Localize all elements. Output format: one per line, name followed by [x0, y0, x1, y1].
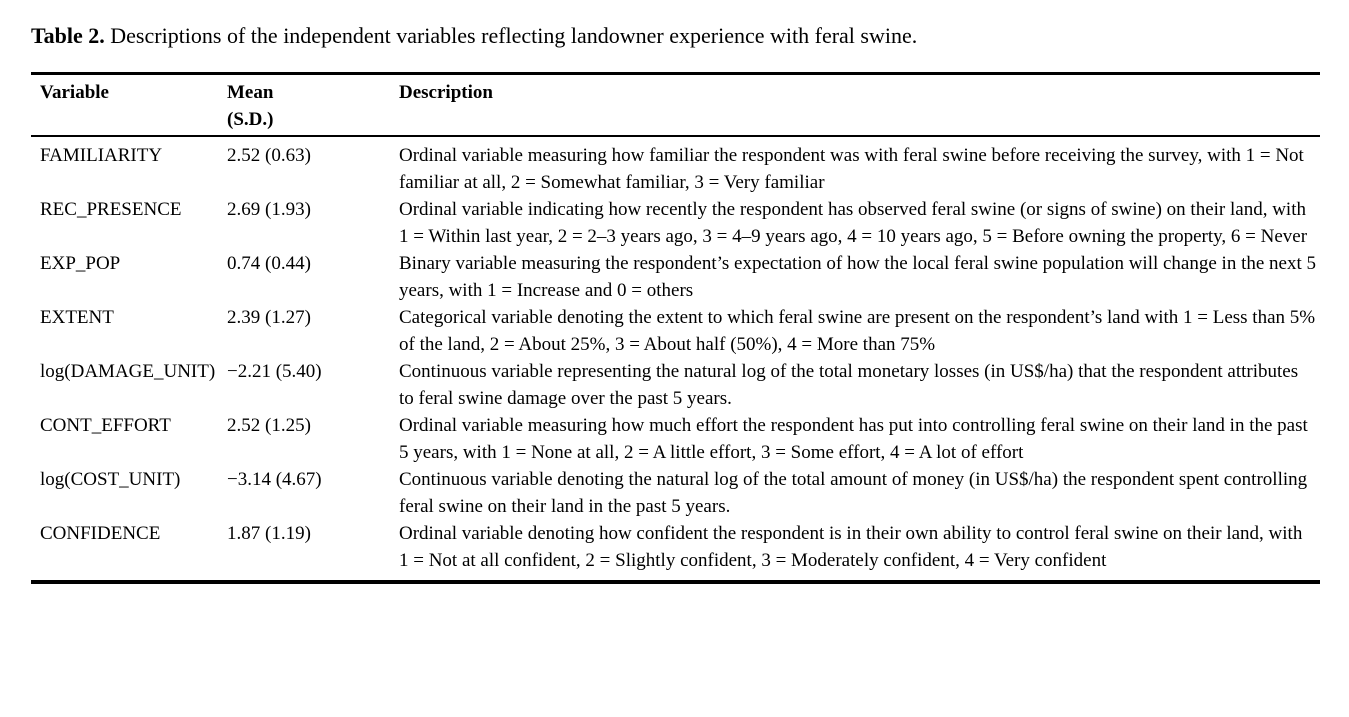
- mean-cell: 2.52 (1.25): [227, 415, 311, 436]
- description-cell: Ordinal variable denoting how confident the respondent is in their own ability to control feral swine on their land, with 1 = Not at all confident, 2 = Slightly confident, 3 = Moderately confident, 4 = Very confident: [399, 523, 1303, 571]
- mean-cell: 0.74 (0.44): [227, 253, 311, 274]
- variable-cell: log(COST_UNIT): [40, 469, 181, 490]
- table-row: [31, 304, 1320, 358]
- table-row: [31, 412, 1320, 466]
- caption-label: Table 2.: [31, 23, 105, 48]
- description-cell: Ordinal variable measuring how familiar the respondent was with feral swine before receiving the survey, with 1 = Not familiar at all, 2 = Somewhat familiar, 3 = Very familiar: [399, 145, 1304, 193]
- table-row: [31, 196, 1320, 250]
- column-header-mean: [227, 74, 399, 137]
- mean-cell: 2.69 (1.93): [227, 199, 311, 220]
- variable-cell: log(DAMAGE_UNIT): [40, 361, 216, 382]
- table-row: [31, 520, 1320, 582]
- variable-cell: CONFIDENCE: [40, 523, 161, 544]
- variables-table: [31, 72, 1320, 584]
- variable-cell: FAMILIARITY: [40, 145, 163, 166]
- column-header-mean-line1: Mean: [227, 82, 274, 103]
- mean-cell: 2.52 (0.63): [227, 145, 311, 166]
- table-row: [31, 358, 1320, 412]
- variable-cell: EXP_POP: [40, 253, 121, 274]
- variable-cell: CONT_EFFORT: [40, 415, 171, 436]
- mean-cell: 2.39 (1.27): [227, 307, 311, 328]
- description-cell: Binary variable measuring the respondent’s expectation of how the local feral swine population will change in the next 5 years, with 1 = Increase and 0 = others: [399, 253, 1317, 301]
- table-row: [31, 466, 1320, 520]
- mean-cell: 1.87 (1.19): [227, 523, 311, 544]
- mean-cell: −3.14 (4.67): [227, 469, 322, 490]
- mean-cell: −2.21 (5.40): [227, 361, 322, 382]
- variable-cell: REC_PRESENCE: [40, 199, 182, 220]
- column-header-mean-line2: (S.D.): [227, 109, 274, 130]
- table-row: [31, 136, 1320, 196]
- column-header-description: Description: [399, 82, 493, 103]
- description-cell: Categorical variable denoting the extent to which feral swine are present on the respondent’s land with 1 = Less than 5% of the land, 2 = About 25%, 3 = About half (50%), 4 = More than 75%: [399, 307, 1316, 355]
- description-cell: Continuous variable representing the natural log of the total monetary losses (in US$/ha) that the respondent attributes to feral swine damage over the past 5 years.: [399, 361, 1299, 409]
- column-header-variable: Variable: [40, 82, 109, 103]
- variable-cell: EXTENT: [40, 307, 114, 328]
- caption-text: Descriptions of the independent variables reflecting landowner experience with feral swine.: [110, 23, 918, 48]
- table-row: [31, 250, 1320, 304]
- description-cell: Ordinal variable indicating how recently the respondent has observed feral swine (or signs of swine) on their land, with 1 = Within last year, 2 = 2–3 years ago, 3 = 4–9 years ago, 4 = 10 years ago, 5 = Before owning the property, 6 = Never: [399, 199, 1308, 247]
- header-row: [31, 74, 1320, 137]
- description-cell: Continuous variable denoting the natural log of the total amount of money (in US$/ha) the respondent spent controlling feral swine on their land in the past 5 years.: [399, 469, 1308, 517]
- description-cell: Ordinal variable measuring how much effort the respondent has put into controlling feral swine on their land in the past 5 years, with 1 = None at all, 2 = A little effort, 3 = Some effort, 4 = A lot of effort: [399, 415, 1308, 463]
- table-caption: [31, 20, 1320, 52]
